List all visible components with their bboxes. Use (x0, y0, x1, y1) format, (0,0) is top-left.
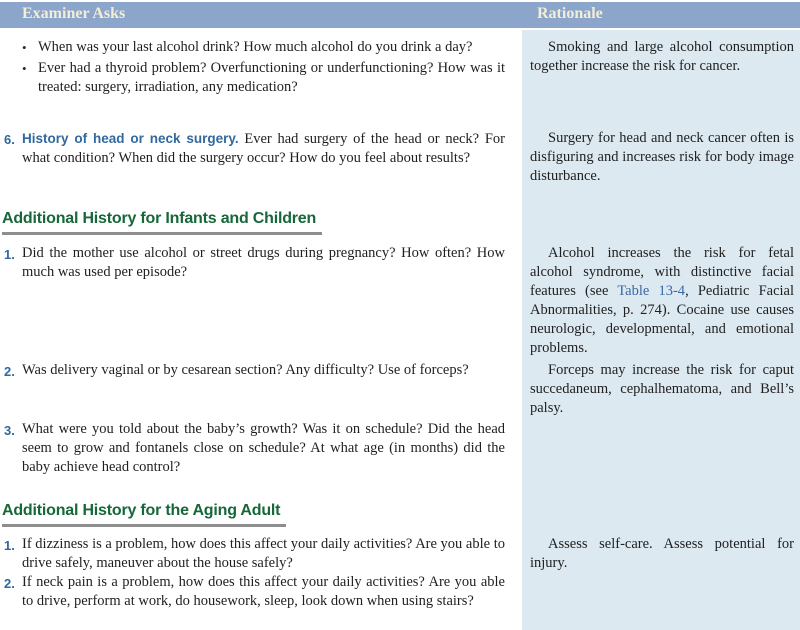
question-text: Ever had a thyroid problem? Overfunctioning or underfunctioning? How was it treated: surgery, irradiation, any medication? (38, 60, 505, 95)
list-item (21, 38, 505, 57)
question-text: What were you told about the baby’s growth? Was it on schedule? Did the head seem to grow and fontanels close on schedule? At what age (in months) did the baby achieve head control? (22, 421, 505, 475)
question-text: Was delivery vaginal or by cesarean section? Any difficulty? Use of forceps? (22, 362, 469, 378)
question-item-6 (4, 129, 505, 168)
column-header-examiner-asks: Examiner Asks (22, 5, 126, 22)
rationale-smoking-alcohol: Smoking and large alcohol consumption together increase the risk for cancer. (530, 39, 794, 74)
question-bullet-list (21, 38, 505, 99)
rationale-text-before-link: Alcohol increases the risk for fetal alcohol syndrome, with distinctive facial features (see (530, 245, 794, 299)
question-text: Did the mother use alcohol or street drugs during pregnancy? How often? How much was used per episode? (22, 245, 505, 280)
question-text (22, 129, 505, 168)
question-item-aging-2 (4, 573, 505, 611)
item-number: 3. (4, 423, 15, 438)
question-item-infants-1 (4, 244, 505, 282)
question-text: If neck pain is a problem, how does this affect your daily activities? Are you able to drive, perform at work, do housework, sleep, look down when using stairs? (22, 574, 505, 609)
item-number: 2. (4, 364, 15, 379)
table-header-bar (0, 2, 800, 28)
rationale-fetal-alcohol (530, 244, 794, 358)
table-13-4-link[interactable]: Table 13-4 (617, 283, 686, 299)
question-item-infants-2 (4, 361, 505, 380)
rationale-assess-self-care: Assess self-care. Assess potential for injury. (530, 536, 794, 571)
question-text: When was your last alcohol drink? How much alcohol do you drink a day? (38, 39, 473, 55)
item-number: 1. (4, 538, 15, 553)
bullet-icon: • (22, 40, 27, 55)
item-number: 2. (4, 576, 15, 591)
question-body: Ever had surgery of the head or neck? For what condition? When did the surgery occur? How do you feel about results? (22, 131, 506, 166)
list-item (21, 59, 505, 97)
section-heading-infants-children: Additional History for Infants and Children (2, 210, 322, 235)
rationale-text-after-link: , Pediatric Facial Abnormalities, p. 274). Cocaine use causes neurologic, developmental, and emotional problems. (530, 283, 794, 356)
question-text: If dizziness is a problem, how does this affect your daily activities? Are you able to drive safely, maneuver about the house safely? (22, 536, 505, 571)
rationale-surgery-disfiguring: Surgery for head and neck cancer often is disfiguring and increases risk for body image disturbance. (530, 130, 794, 184)
section-heading-aging-adult: Additional History for the Aging Adult (2, 502, 286, 527)
column-header-rationale: Rationale (537, 5, 603, 22)
bullet-icon: • (22, 61, 27, 76)
question-item-aging-1 (4, 535, 505, 573)
question-item-infants-3 (4, 420, 505, 477)
item-number: 1. (4, 247, 15, 262)
rationale-forceps: Forceps may increase the risk for caput succedaneum, cephalhematoma, and Bell’s palsy. (530, 362, 794, 416)
question-lead-label: History of head or neck surgery. (22, 131, 239, 146)
item-number: 6. (4, 132, 15, 147)
